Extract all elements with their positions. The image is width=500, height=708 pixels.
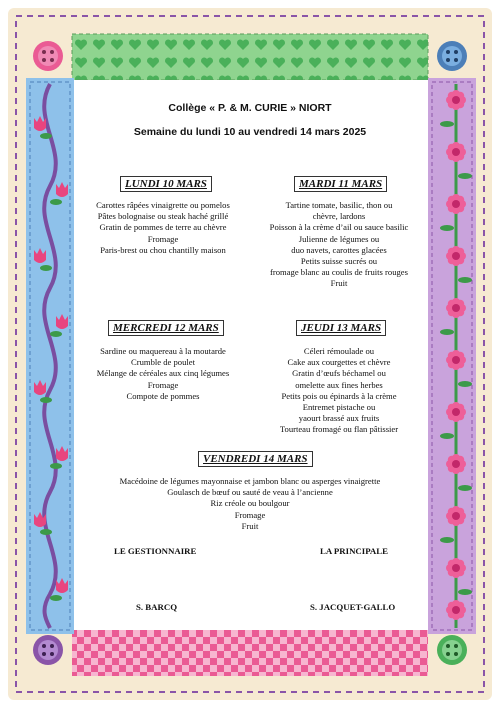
- flower-icon: [446, 298, 466, 318]
- menu-item: omelette aux fines herbes: [295, 379, 383, 390]
- flower-icon: [446, 506, 466, 526]
- leaf-icon: [458, 173, 472, 179]
- menu-item: Pâtes bolognaise ou steak haché grillé: [97, 211, 229, 222]
- flower-icon: [446, 600, 466, 620]
- menu-item: Goulasch de bœuf ou sauté de veau à l’ancienne: [167, 487, 333, 498]
- menu-item: Fromage: [147, 233, 179, 244]
- menu-item: Céleri rémoulade ou: [303, 346, 375, 356]
- menu-item: Carottes râpées vinaigrette ou pomelos: [96, 200, 230, 210]
- menu-item: Entremet pistache ou: [302, 402, 376, 413]
- flower-icon: [446, 142, 466, 162]
- monday-menu: [80, 200, 246, 256]
- flower-icon: [446, 90, 466, 110]
- thursday-menu: [256, 346, 422, 436]
- right-signature-role: LA PRINCIPALE: [320, 546, 389, 556]
- flower-icon: [446, 402, 466, 422]
- menu-item: Julienne de légumes ou: [298, 233, 380, 244]
- leaf-icon: [458, 589, 472, 595]
- menu-item: fromage blanc au coulis de fruits rouges: [270, 267, 408, 278]
- wednesday-menu: [80, 346, 246, 402]
- leaf-icon: [40, 529, 52, 535]
- leaf-icon: [50, 199, 62, 205]
- leaf-icon: [50, 463, 62, 469]
- leaf-icon: [458, 277, 472, 283]
- leaf-icon: [40, 133, 52, 139]
- menu-item: Fromage: [147, 379, 179, 390]
- leaf-icon: [440, 537, 454, 543]
- leaf-icon: [40, 265, 52, 271]
- flower-icon: [446, 454, 466, 474]
- left-signature-name: S. BARCQ: [136, 602, 178, 612]
- menu-item: Macédoine de légumes mayonnaise et jambon blanc ou asperges vinaigrette: [119, 476, 381, 486]
- leaf-icon: [440, 225, 454, 231]
- week-title: Semaine du lundi 10 au vendredi 14 mars 2025: [133, 126, 367, 138]
- monday-title: LUNDI 10 MARS: [120, 176, 212, 192]
- flower-icon: [446, 246, 466, 266]
- menu-item: Petits pois ou épinards à la crème: [281, 390, 397, 401]
- menu-item: Fromage: [234, 509, 266, 520]
- menu-item: Fruit: [241, 520, 259, 531]
- menu-item: chèvre, lardons: [312, 211, 366, 222]
- left-signature-role: LE GESTIONNAIRE: [114, 546, 197, 556]
- thursday-title: JEUDI 13 MARS: [296, 320, 386, 336]
- menu-item: Crumble de poulet: [131, 357, 195, 368]
- leaf-icon: [440, 121, 454, 127]
- leaf-icon: [440, 329, 454, 335]
- menu-item: yaourt brassé aux fruits: [298, 413, 380, 424]
- flower-icon: [446, 194, 466, 214]
- flower-icon: [446, 350, 466, 370]
- leaf-icon: [440, 433, 454, 439]
- menu-item: Paris-brest ou chou chantilly maison: [100, 244, 226, 255]
- menu-item: duo navets, carottes glacées: [291, 244, 387, 255]
- friday-menu: [78, 476, 422, 532]
- menu-content: [78, 88, 422, 623]
- menu-item: Petits suisse sucrés ou: [300, 256, 378, 267]
- menu-item: Poisson à la crème d’ail ou sauce basilic: [269, 222, 409, 233]
- right-signature-name: S. JACQUET-GALLO: [310, 602, 396, 612]
- leaf-icon: [40, 397, 52, 403]
- menu-item: Riz créole ou boulgour: [210, 498, 290, 509]
- friday-title: VENDREDI 14 MARS: [198, 451, 313, 467]
- leaf-icon: [458, 381, 472, 387]
- flower-icon: [446, 558, 466, 578]
- tuesday-title: MARDI 11 MARS: [294, 176, 387, 192]
- leaf-icon: [50, 595, 62, 601]
- leaf-icon: [50, 331, 62, 337]
- menu-item: Sardine ou maquereau à la moutarde: [100, 346, 226, 356]
- wednesday-title: MERCREDI 12 MARS: [108, 320, 224, 336]
- menu-item: Cake aux courgettes et chèvre: [287, 357, 391, 368]
- menu-item: Gratin d’œufs béchamel ou: [292, 368, 386, 379]
- menu-item: Fruit: [330, 278, 348, 289]
- school-title: Collège « P. & M. CURIE » NIORT: [168, 102, 332, 114]
- leaf-icon: [458, 485, 472, 491]
- menu-item: Tourteau fromagé ou flan pâtissier: [279, 424, 399, 435]
- tuesday-menu: [256, 200, 422, 290]
- menu-item: Tartine tomate, basilic, thon ou: [285, 200, 393, 210]
- menu-item: Mélange de céréales aux cinq légumes: [96, 368, 230, 379]
- menu-item: Compote de pommes: [126, 390, 200, 401]
- menu-item: Gratin de pommes de terre au chèvre: [99, 222, 227, 233]
